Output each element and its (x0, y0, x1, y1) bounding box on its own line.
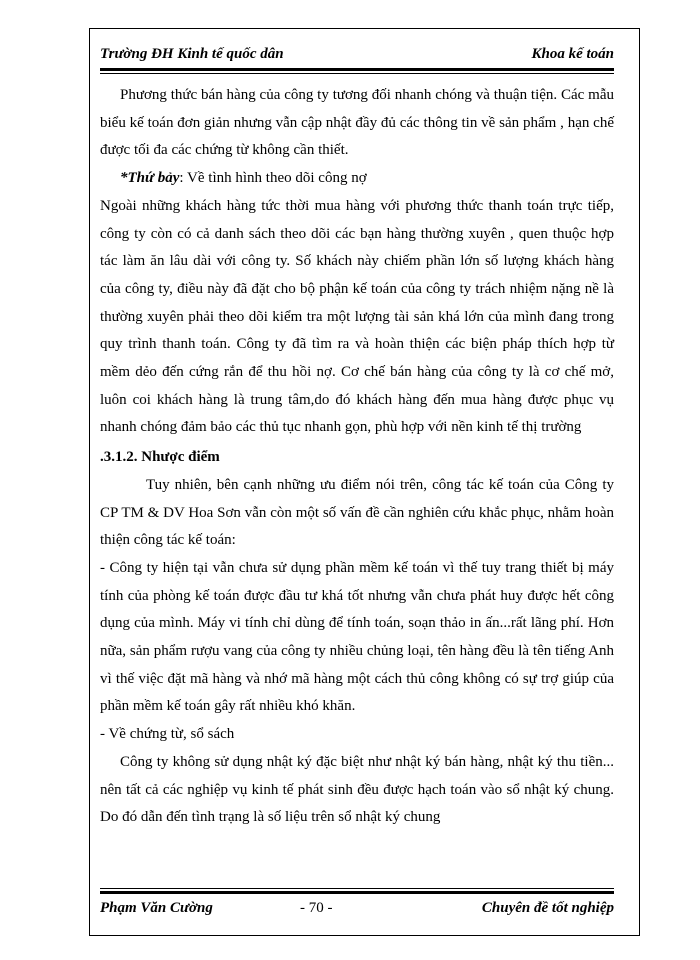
section-heading-weaknesses: .3.1.2. Nhược điểm (100, 449, 220, 466)
header-university: Trường ĐH Kinh tế quốc dân (100, 46, 284, 62)
paragraph-journals: Công ty không sử dụng nhật ký đặc biệt như nhật ký bán hàng, nhật ký thu tiền... nên tất cả các nghiệp vụ kinh tế phát sinh đều được hạch toán vào sổ nhật ký chung. Do đó dẫn đến tình trạng là số liệu trên sổ nhật ký chung (100, 753, 614, 826)
paragraph-debt-tracking: Ngoài những khách hàng tức thời mua hàng với phương thức thanh toán trực tiếp, công ty còn có cả danh sách theo dõi các bạn hàng thường xuyên , quen thuộc hợp tác làm ăn lâu dài với công ty. Số khách này chiếm phần lớn số lượng khách hàng của công ty, điều này đã đặt cho bộ phận kế toán của công ty trách nhiệm nặng nề là thường xuyên phải theo dõi kiểm tra một lượng tài sản khá lớn của mình đang trong quy trình thanh toán. Công ty đã tìm ra và hoàn thiện các biện pháp thích hợp từ mềm dẻo đến cứng rắn để thu hồi nợ. Cơ chế bán hàng của công ty là cơ chế mở, luôn coi khách hàng là trung tâm,do đó khách hàng đến mua hàng được phục vụ nhanh chóng đảm bảo các thủ tục nhanh gọn, phù hợp với nền kinh tế thị trường (100, 197, 614, 436)
page-footer (100, 898, 614, 922)
paragraph-sales-method: Phương thức bán hàng của công ty tương đối nhanh chóng và thuận tiện. Các mẫu biểu kế toán đơn giản nhưng vẫn cập nhật đầy đủ các thông tin về sản phẩm , hạn chế được tối đa các chứng từ không cần thiết. (100, 87, 614, 159)
page-body (100, 82, 614, 832)
header-faculty: Khoa kế toán (531, 46, 614, 62)
header-rule-thick (100, 68, 614, 71)
paragraph-weaknesses-intro: Tuy nhiên, bên cạnh những ưu điểm nói trên, công tác kế toán của Công ty CP TM & DV Hoa Sơn vẫn còn một số vấn đề cần nghiên cứu khắc phục, nhằm hoàn thiện công tác kế toán: (100, 476, 614, 549)
paragraph-software: - Công ty hiện tại vẫn chưa sử dụng phần mềm kế toán vì thế tuy trang thiết bị máy tính của phòng kế toán được đầu tư khá tốt nhưng vẫn chưa phát huy được hết công dụng của mình. Máy vi tính chỉ dùng để tính toán, soạn thảo in ấn...rất lãng phí. Hơn nữa, sản phẩm rượu vang của công ty nhiều chủng loại, tên hàng đều là tên tiếng Anh vì thế việc đặt mã hàng và nhớ mã hàng một cách thủ công không có sự trợ giúp của phần mềm kế toán gây rất nhiều khó khăn. (100, 559, 614, 715)
paragraph-documents-heading: - Về chứng từ, sổ sách (100, 726, 235, 743)
footer-rule-thin (100, 888, 614, 889)
footer-report-type: Chuyên đề tốt nghiệp (481, 900, 614, 916)
footer-author: Phạm Văn Cường (100, 900, 213, 916)
paragraph-seventh-point (100, 165, 614, 193)
page-header (100, 40, 614, 68)
header-rule-thin (100, 73, 614, 74)
seventh-label: *Thứ bảy (120, 170, 180, 187)
seventh-text: : Về tình hình theo dõi công nợ (179, 170, 367, 187)
page-number: - 70 - (300, 900, 333, 916)
footer-rule-thick (100, 891, 614, 894)
